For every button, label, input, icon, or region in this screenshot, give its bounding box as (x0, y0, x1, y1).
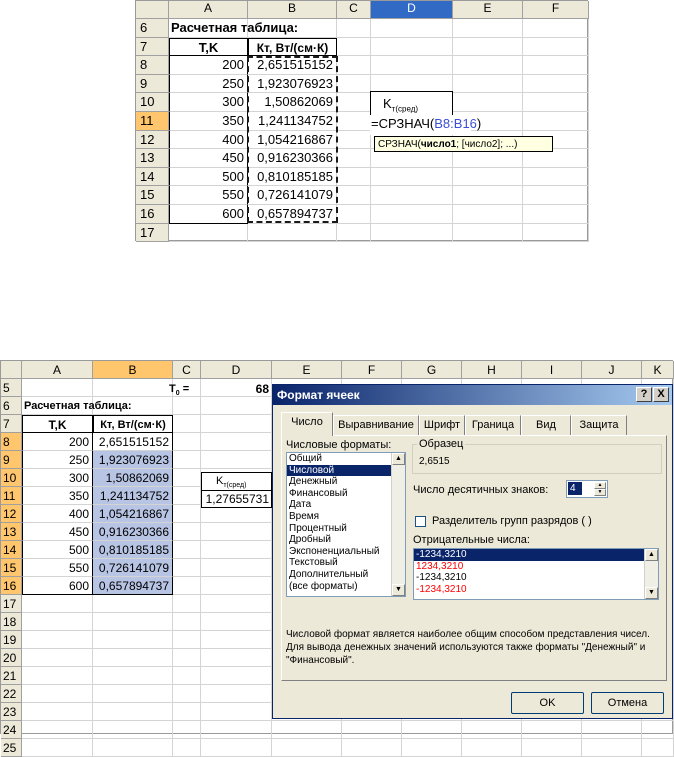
row-header[interactable]: 7 (136, 38, 169, 57)
grid-cell[interactable] (173, 397, 201, 415)
grid-cell[interactable] (523, 186, 589, 205)
tooltip-func: СРЗНАЧ( (378, 139, 421, 150)
decimals-value[interactable]: 4 (568, 482, 582, 495)
cell-b[interactable] (93, 739, 173, 757)
cell-b[interactable]: 1,241134752 (248, 112, 337, 131)
grid-cell[interactable] (371, 19, 453, 38)
grid-cell[interactable] (201, 739, 272, 757)
tab-border[interactable]: Граница (465, 415, 521, 435)
decimals-spinner[interactable] (566, 480, 608, 498)
grid-cell[interactable] (371, 38, 453, 57)
cell-a[interactable]: 550 (22, 559, 93, 577)
grid-cell[interactable] (582, 739, 642, 757)
top-spreadsheet (135, 0, 588, 241)
grid-cell[interactable] (337, 38, 371, 57)
cell-b[interactable] (93, 703, 173, 721)
t0-main: T (169, 383, 176, 395)
grid-cell[interactable] (337, 75, 371, 94)
corner-cell[interactable] (136, 1, 169, 19)
grid-cell[interactable] (523, 75, 589, 94)
row-header[interactable]: 13 (136, 149, 169, 168)
col-header-a[interactable]: A (169, 1, 248, 19)
format-item[interactable]: Экспоненциальный (289, 545, 380, 557)
grid-cell[interactable] (453, 224, 523, 243)
cell-b[interactable]: 2,651515152 (93, 433, 173, 451)
cell-b[interactable]: 1,923076923 (248, 75, 337, 94)
cell-a[interactable]: T,K (169, 38, 248, 57)
formula-prefix: =СРЗНАЧ( (371, 116, 435, 131)
spinner-up-icon[interactable]: ▲ (594, 482, 606, 489)
row-header[interactable]: 6 (136, 19, 169, 38)
grid-cell[interactable] (462, 739, 522, 757)
grid-cell[interactable] (337, 186, 371, 205)
kt-avg-label (370, 91, 453, 117)
row-header[interactable]: 11 (1, 487, 22, 505)
cell-b[interactable] (93, 397, 173, 415)
col-header-c[interactable]: C (337, 1, 371, 19)
dialog-title: Формат ячеек (277, 388, 360, 402)
row-header[interactable]: 23 (1, 703, 22, 721)
row-header[interactable]: 15 (136, 186, 169, 205)
grid-cell[interactable] (453, 168, 523, 187)
grid-cell[interactable] (173, 721, 201, 739)
col-header-e[interactable]: E (453, 1, 523, 19)
grid-cell[interactable] (523, 205, 589, 224)
cell-b[interactable]: 0,726141079 (248, 186, 337, 205)
row-header[interactable]: 12 (136, 131, 169, 150)
col-header-d[interactable]: D (371, 1, 453, 19)
format-cells-dialog (272, 384, 673, 719)
formats-scrollbar[interactable] (391, 453, 405, 596)
cell-b[interactable]: 2,651515152 (248, 56, 337, 75)
row-header[interactable]: 15 (1, 559, 22, 577)
row-header[interactable]: 22 (1, 685, 22, 703)
tooltip-rest: ; [число2]; ...) (456, 139, 518, 150)
grid-cell[interactable] (523, 19, 589, 38)
kt-label-main: K (383, 96, 392, 111)
grid-cell[interactable] (462, 721, 522, 739)
grid-cell[interactable] (642, 739, 674, 757)
tab-view[interactable]: Вид (521, 415, 571, 435)
grid-cell[interactable] (523, 56, 589, 75)
col-header-d[interactable]: D (201, 361, 272, 379)
negative-item[interactable]: -1234,3210 (414, 549, 658, 561)
kt-label-sub: т(сред) (391, 104, 419, 114)
grid-cell[interactable] (201, 415, 272, 433)
tooltip-arg1: число1 (420, 139, 457, 150)
col-header-a[interactable]: A (22, 361, 93, 379)
cell-b[interactable] (93, 631, 173, 649)
cell-b[interactable] (248, 19, 337, 38)
grid-cell[interactable] (201, 667, 272, 685)
grid-cell[interactable] (453, 75, 523, 94)
grid-cell[interactable] (337, 56, 371, 75)
grid-cell[interactable] (173, 541, 201, 559)
cell-b[interactable]: 0,810185185 (93, 541, 173, 559)
function-tooltip (374, 136, 553, 152)
grid-cell[interactable] (173, 703, 201, 721)
row-header[interactable]: 25 (1, 739, 22, 757)
cell-a[interactable]: 450 (22, 523, 93, 541)
format-item[interactable]: Дополнительный (289, 568, 369, 580)
t0-sub: 0 (175, 390, 180, 398)
row-header[interactable]: 11 (136, 112, 169, 131)
grid-cell[interactable] (522, 721, 582, 739)
grid-cell[interactable] (173, 631, 201, 649)
row-header[interactable]: 21 (1, 667, 22, 685)
cell-a[interactable] (22, 703, 93, 721)
cell-a[interactable] (22, 685, 93, 703)
grid-cell[interactable] (201, 451, 272, 469)
grid-cell[interactable] (337, 93, 371, 112)
grid-cell[interactable] (453, 38, 523, 57)
formula-suffix: ) (476, 116, 482, 131)
grid-cell[interactable] (173, 505, 201, 523)
grid-cell[interactable] (173, 559, 201, 577)
grid-cell[interactable] (201, 559, 272, 577)
row-header[interactable]: 7 (1, 415, 22, 433)
row-header[interactable]: 9 (1, 451, 22, 469)
grid-cell[interactable] (453, 56, 523, 75)
cell-b[interactable]: 1,923076923 (93, 451, 173, 469)
sample-label: Образец (419, 438, 464, 450)
grid-cell[interactable] (337, 224, 371, 243)
grid-cell[interactable] (342, 721, 402, 739)
neg-scroll-down-arrow-icon[interactable]: ▼ (645, 587, 658, 599)
cell-b[interactable] (93, 685, 173, 703)
cell-a[interactable]: 600 (22, 577, 93, 595)
grid-cell[interactable] (173, 433, 201, 451)
separator-checkbox[interactable] (415, 516, 426, 527)
sample-value: 2,6515 (419, 456, 450, 467)
cell-a[interactable] (22, 631, 93, 649)
t0-eq: = (179, 383, 190, 395)
negative-item[interactable]: 1234,3210 (416, 560, 464, 572)
formula-range: B8:B16 (434, 116, 477, 131)
grid-cell[interactable] (173, 577, 201, 595)
col-header-k[interactable]: K (642, 361, 674, 379)
kt-bottom-sub: т(сред) (223, 482, 247, 490)
grid-cell[interactable] (201, 595, 272, 613)
col-header-i[interactable]: I (522, 361, 582, 379)
cell-a[interactable]: 300 (22, 469, 93, 487)
cell-b[interactable]: 0,810185185 (248, 168, 337, 187)
cell-a[interactable] (22, 649, 93, 667)
cell-b[interactable]: 1,241134752 (93, 487, 173, 505)
cell-a[interactable]: 450 (169, 149, 248, 168)
cell-a[interactable]: Расчетная таблица: (22, 397, 93, 415)
grid-cell[interactable] (371, 224, 453, 243)
cell-a[interactable] (22, 721, 93, 739)
tab-number[interactable]: Число (281, 412, 333, 436)
col-header-b[interactable]: B (93, 361, 173, 379)
cell-a[interactable]: 250 (22, 451, 93, 469)
cell-a[interactable]: T,K (22, 415, 93, 433)
cell-a[interactable]: 500 (22, 541, 93, 559)
format-item[interactable]: Числовой (287, 465, 405, 477)
neg-scroll-up-arrow-icon[interactable]: ▲ (645, 549, 658, 561)
separator-label: Разделитель групп разрядов ( ) (432, 515, 592, 527)
negative-scrollbar[interactable] (644, 549, 658, 599)
cell-b[interactable]: Кт, Вт/(см·К) (93, 415, 173, 433)
cell-a[interactable]: 600 (169, 205, 248, 224)
negative-listbox[interactable] (413, 548, 659, 600)
cell-b[interactable]: 1,054216867 (248, 131, 337, 150)
format-item[interactable]: Финансовый (289, 487, 348, 499)
grid-cell[interactable] (201, 397, 272, 415)
format-item[interactable]: Общий (289, 453, 322, 464)
grid-cell[interactable] (201, 541, 272, 559)
cell-a[interactable]: 350 (169, 112, 248, 131)
grid-cell[interactable] (201, 685, 272, 703)
scroll-up-arrow-icon[interactable]: ▲ (392, 453, 405, 465)
format-item[interactable]: Текстовый (289, 557, 338, 569)
cell-a[interactable]: 200 (169, 56, 248, 75)
kt-avg-value[interactable]: 1,27655731 (201, 490, 272, 508)
format-item[interactable]: Процентный (289, 522, 347, 534)
grid-cell[interactable] (582, 721, 642, 739)
format-item[interactable]: Время (289, 510, 320, 522)
cell-b[interactable] (93, 595, 173, 613)
col-header-g[interactable]: G (402, 361, 462, 379)
cell-a[interactable] (22, 595, 93, 613)
grid-cell[interactable] (173, 523, 201, 541)
row-header[interactable]: 10 (1, 469, 22, 487)
grid-cell[interactable] (453, 19, 523, 38)
grid-cell[interactable] (173, 649, 201, 667)
col-header-c[interactable]: C (173, 361, 201, 379)
col-header-j[interactable]: J (582, 361, 642, 379)
grid-cell[interactable] (522, 739, 582, 757)
row-header[interactable]: 8 (1, 433, 22, 451)
grid-cell[interactable] (337, 131, 371, 150)
row-header[interactable]: 16 (1, 577, 22, 595)
close-button[interactable]: X (653, 387, 669, 402)
grid-cell[interactable] (523, 224, 589, 243)
grid-cell[interactable] (337, 205, 371, 224)
cell-a[interactable]: 300 (169, 93, 248, 112)
cell-a[interactable]: 550 (169, 186, 248, 205)
cell-a[interactable] (22, 667, 93, 685)
grid-cell[interactable] (402, 721, 462, 739)
grid-cell[interactable] (337, 112, 371, 131)
grid-cell[interactable] (371, 205, 453, 224)
formats-listbox[interactable] (286, 452, 406, 597)
cell-b[interactable] (93, 649, 173, 667)
cell-b[interactable] (93, 613, 173, 631)
grid-cell[interactable] (201, 649, 272, 667)
cell-b[interactable] (93, 667, 173, 685)
row-header[interactable]: 19 (1, 631, 22, 649)
grid-cell[interactable] (201, 433, 272, 451)
row-header[interactable]: 16 (136, 205, 169, 224)
cancel-button[interactable]: Отмена (591, 692, 664, 714)
row-header[interactable]: 10 (136, 93, 169, 112)
kt-bottom-main: K (216, 475, 224, 487)
grid-cell[interactable] (523, 112, 589, 131)
col-header-h[interactable]: H (462, 361, 522, 379)
col-header-f[interactable]: F (342, 361, 402, 379)
row-header[interactable]: 12 (1, 505, 22, 523)
grid-cell[interactable] (453, 205, 523, 224)
grid-cell[interactable] (173, 613, 201, 631)
grid-cell[interactable] (173, 739, 201, 757)
cell-b[interactable]: 1,50862069 (93, 469, 173, 487)
cell-a[interactable]: 400 (169, 131, 248, 150)
cell-b[interactable]: 0,916230366 (93, 523, 173, 541)
grid-cell[interactable] (453, 186, 523, 205)
grid-cell[interactable] (173, 469, 201, 487)
row-header[interactable]: 8 (136, 56, 169, 75)
number-tab-panel (281, 435, 667, 681)
grid-cell[interactable] (523, 168, 589, 187)
formula-edit-cell[interactable] (370, 115, 482, 135)
cell-a[interactable]: 250 (169, 75, 248, 94)
negative-label: Отрицательные числа: (413, 534, 530, 546)
cell-a[interactable]: 400 (22, 505, 93, 523)
row-header[interactable]: 20 (1, 649, 22, 667)
cell-a[interactable]: 200 (22, 433, 93, 451)
grid-cell[interactable] (642, 721, 674, 739)
grid-cell[interactable] (402, 739, 462, 757)
row-header[interactable]: 13 (1, 523, 22, 541)
grid-cell[interactable] (201, 523, 272, 541)
format-description: Числовой формат является наиболее общим способом представления чисел. Для вывода денежных значений используются также форматы "Денежный" и "Финансовый". (286, 629, 650, 666)
grid-cell[interactable] (201, 631, 272, 649)
cell-b[interactable] (93, 379, 173, 397)
row-header[interactable]: 17 (1, 595, 22, 613)
grid-cell[interactable] (371, 56, 453, 75)
format-item[interactable]: Дата (289, 499, 312, 511)
row-header[interactable]: 5 (1, 379, 22, 397)
row-header[interactable]: 6 (1, 397, 22, 415)
grid-cell[interactable] (173, 415, 201, 433)
row-header[interactable]: 14 (1, 541, 22, 559)
row-header[interactable]: 18 (1, 613, 22, 631)
row-header[interactable]: 9 (136, 75, 169, 94)
grid-cell[interactable] (173, 667, 201, 685)
formats-label: Числовые форматы: (286, 439, 392, 451)
cell-a[interactable]: 350 (22, 487, 93, 505)
cell-a[interactable] (22, 739, 93, 757)
grid-cell[interactable] (201, 703, 272, 721)
grid-cell[interactable] (272, 721, 342, 739)
grid-cell[interactable] (342, 739, 402, 757)
grid-cell[interactable] (337, 149, 371, 168)
ok-button[interactable]: OK (511, 692, 584, 714)
col-header-e[interactable]: E (272, 361, 342, 379)
grid-cell[interactable] (337, 19, 371, 38)
format-item[interactable]: Денежный (289, 476, 338, 488)
grid-cell[interactable] (173, 451, 201, 469)
grid-cell[interactable] (173, 685, 201, 703)
grid-cell[interactable] (453, 93, 523, 112)
t0-value[interactable]: 68 (255, 382, 269, 396)
grid-cell[interactable] (201, 613, 272, 631)
grid-cell[interactable] (272, 739, 342, 757)
tab-alignment[interactable]: Выравнивание (333, 415, 419, 435)
cell-b[interactable]: 0,726141079 (93, 559, 173, 577)
help-button[interactable]: ? (636, 387, 652, 402)
cell-b[interactable]: 1,054216867 (93, 505, 173, 523)
cell-b[interactable] (248, 224, 337, 243)
spinner-down-icon[interactable]: ▼ (594, 489, 606, 496)
dialog-titlebar[interactable] (273, 385, 672, 405)
col-header-b[interactable]: B (248, 1, 337, 19)
grid-cell[interactable] (173, 595, 201, 613)
tab-protection[interactable]: Защита (571, 415, 627, 435)
format-item[interactable]: Дробный (289, 534, 331, 546)
grid-cell[interactable] (337, 168, 371, 187)
grid-cell[interactable] (523, 93, 589, 112)
cell-b[interactable]: 0,657894737 (248, 205, 337, 224)
negative-item[interactable]: -1234,3210 (416, 583, 467, 595)
cell-b[interactable]: Кт, Вт/(см·К) (248, 38, 337, 57)
negative-item[interactable]: -1234,3210 (416, 572, 467, 584)
row-header[interactable]: 14 (136, 168, 169, 187)
grid-cell[interactable] (371, 168, 453, 187)
row-header[interactable]: 17 (136, 224, 169, 243)
kt-avg-label-bottom (201, 472, 272, 491)
cell-b[interactable] (93, 721, 173, 739)
cell-b[interactable]: 0,916230366 (248, 149, 337, 168)
cell-a[interactable] (22, 379, 93, 397)
cell-a[interactable] (22, 613, 93, 631)
grid-cell[interactable] (371, 186, 453, 205)
grid-cell[interactable] (173, 487, 201, 505)
decimals-label: Число десятичных знаков: (413, 484, 549, 496)
row-header[interactable]: 24 (1, 721, 22, 739)
cell-b[interactable]: 0,657894737 (93, 577, 173, 595)
grid-cell[interactable] (523, 38, 589, 57)
grid-cell[interactable] (201, 721, 272, 739)
col-header-f[interactable]: F (523, 1, 589, 19)
format-item[interactable]: (все форматы) (289, 580, 358, 592)
cell-a[interactable]: 500 (169, 168, 248, 187)
tab-font[interactable]: Шрифт (419, 415, 465, 435)
corner-cell-bottom[interactable] (1, 361, 22, 379)
cell-b[interactable]: 1,50862069 (248, 93, 337, 112)
t0-label (166, 380, 202, 398)
cell-a[interactable]: Расчетная таблица: (169, 19, 248, 38)
grid-cell[interactable] (201, 577, 272, 595)
cell-a[interactable] (169, 224, 248, 243)
scroll-down-arrow-icon[interactable]: ▼ (392, 584, 405, 596)
